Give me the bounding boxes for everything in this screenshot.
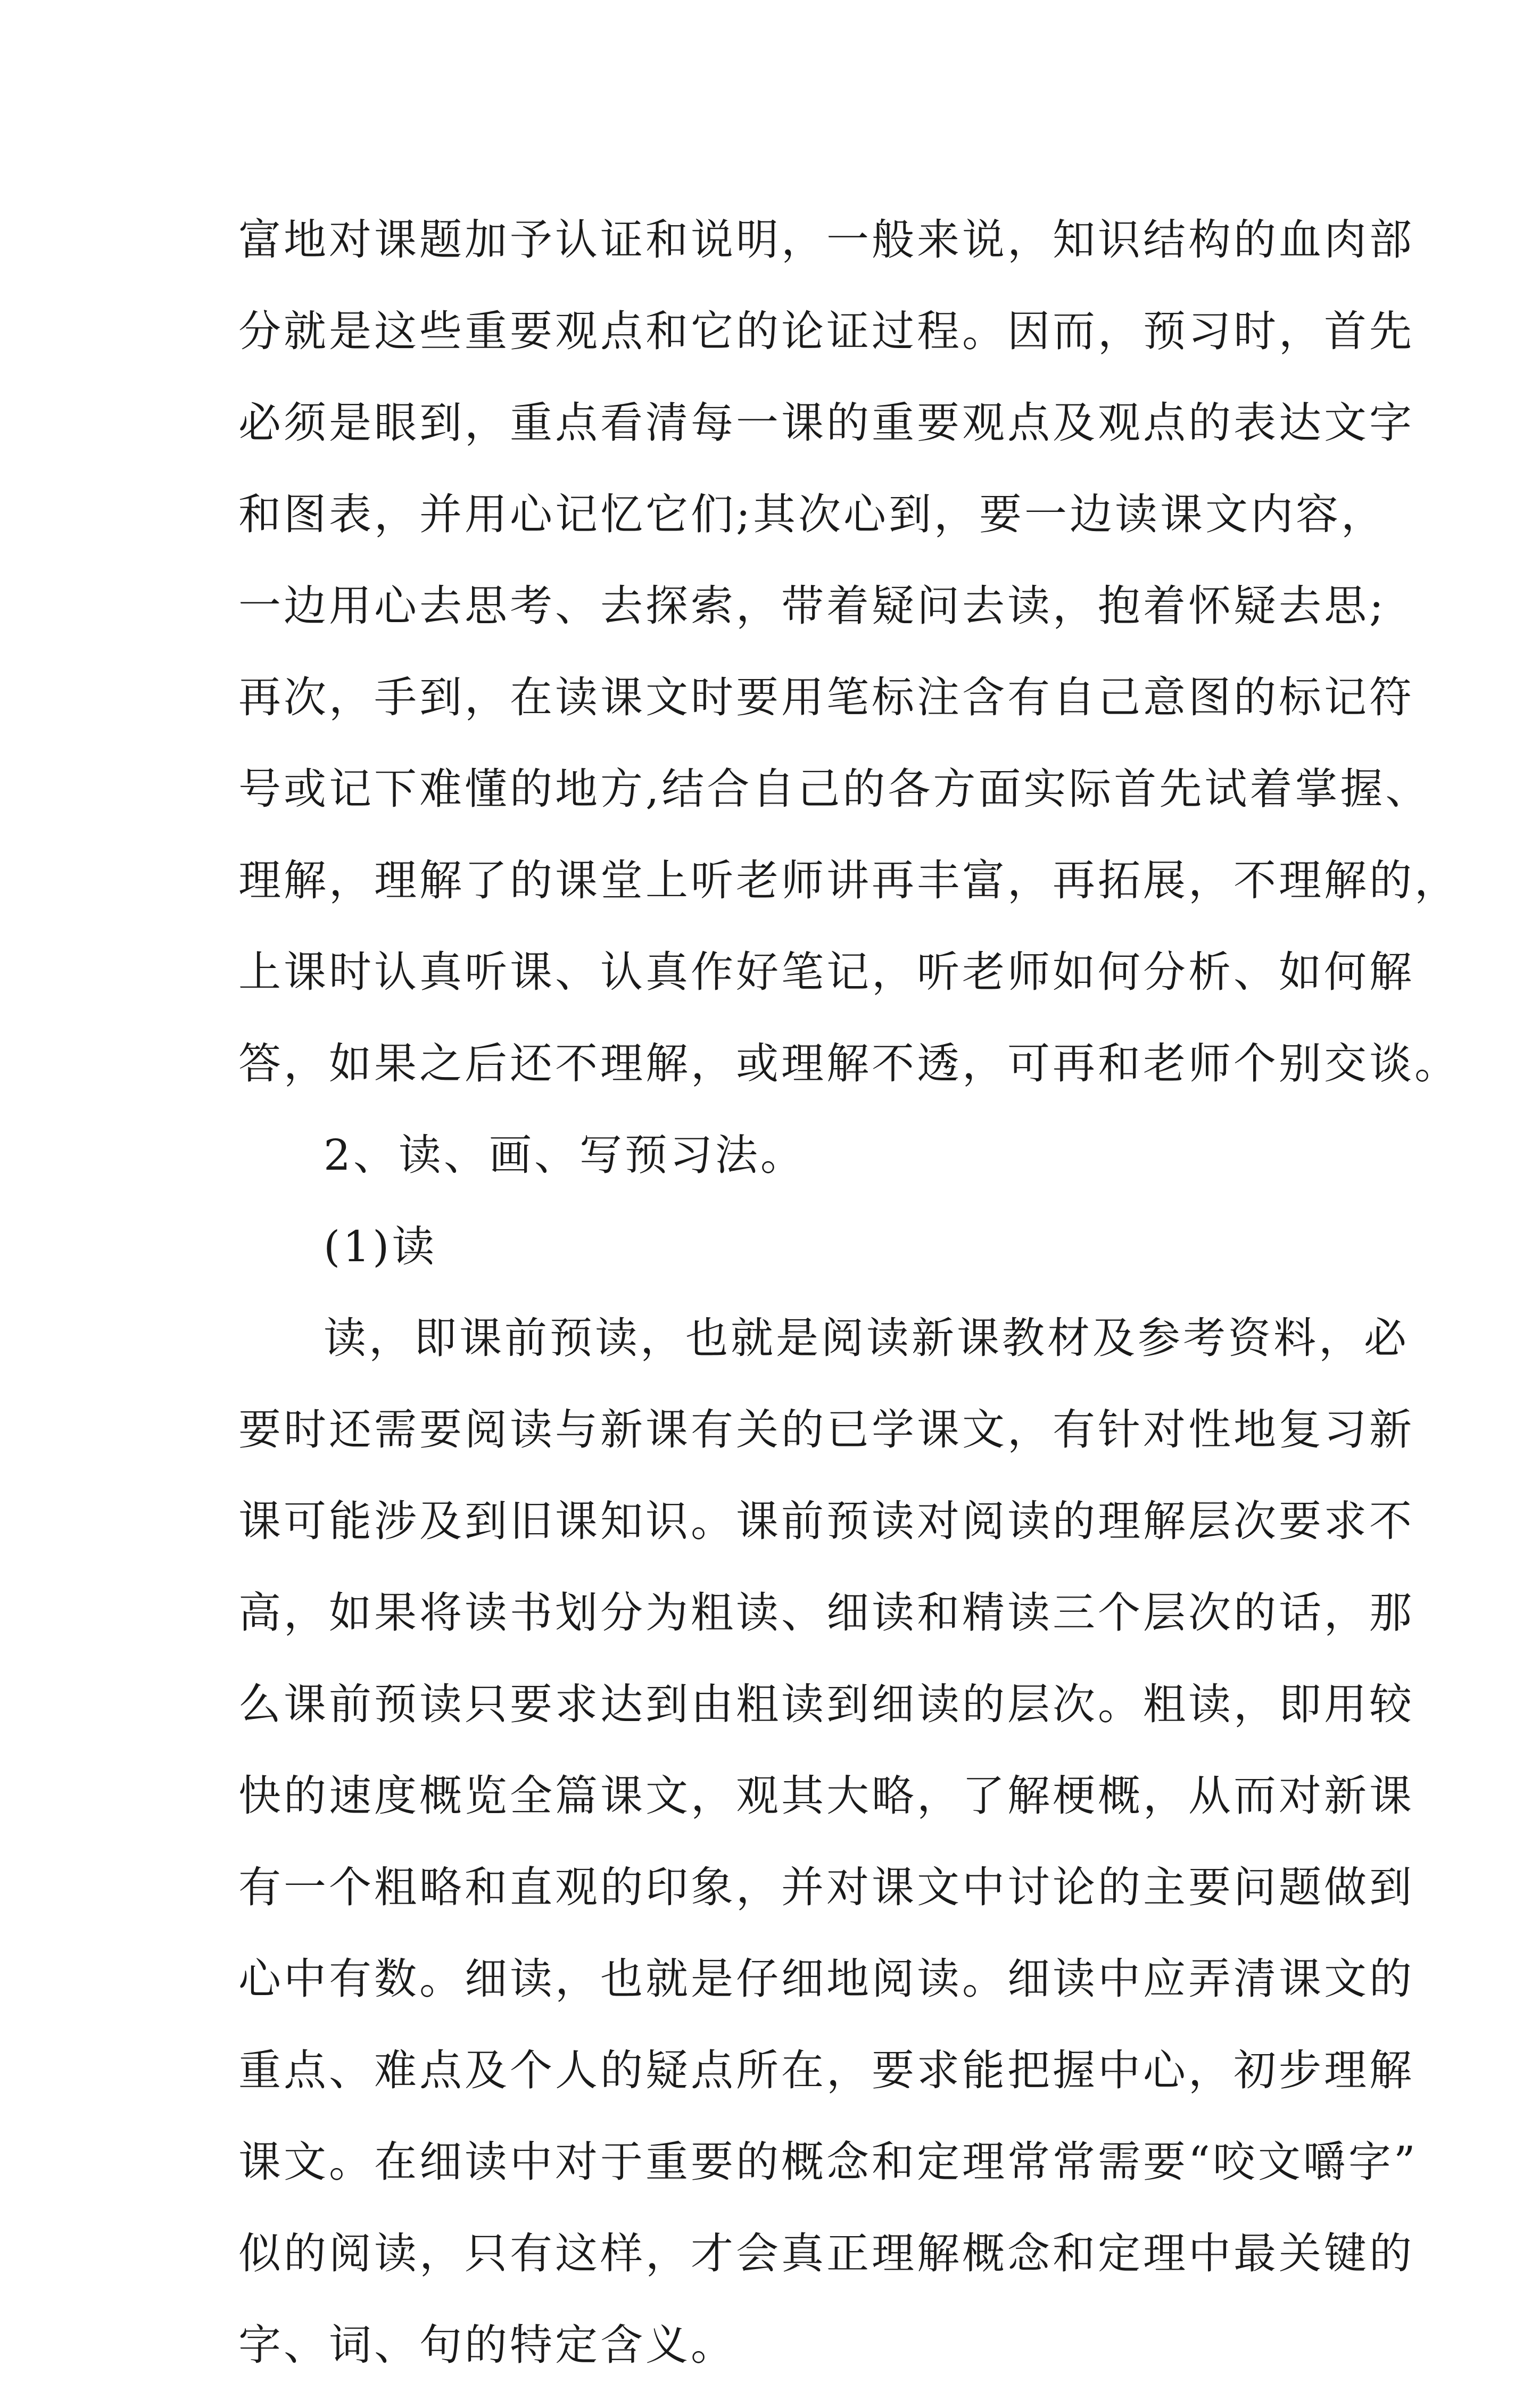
text-line: 高，如果将读书划分为粗读、细读和精读三个层次的话，那 — [238, 1588, 1414, 1637]
section-heading — [238, 1110, 1319, 1201]
text-line: 和图表，并用心记忆它们;其次心到，要一边读课文内容， — [238, 490, 1386, 539]
subsection-heading — [238, 1201, 1319, 1293]
text-line: 上课时认真听课、认真作好笔记，听老师如何分析、如何解 — [238, 947, 1414, 997]
text-line: 字、词、句的特定含义。 — [238, 2320, 736, 2370]
document-body — [238, 194, 1460, 2391]
text-line: 么课前预读只要求达到由粗读到细读的层次。粗读，即用较 — [238, 1680, 1414, 1729]
text-line: 要时还需要阅读与新课有关的已学课文，有针对性地复习新 — [238, 1405, 1414, 1454]
text-line: 必须是眼到，重点看清每一课的重要观点及观点的表达文字 — [238, 398, 1414, 448]
text-line: 富地对课题加予认证和说明，一般来说，知识结构的血肉部 — [238, 215, 1414, 264]
text-line: 号或记下难懂的地方,结合自己的各方面实际首先试着掌握、 — [238, 764, 1431, 814]
text-line: 似的阅读，只有这样，才会真正理解概念和定理中最关键的 — [238, 2229, 1414, 2278]
text-line: 心中有数。细读，也就是仔细地阅读。细读中应弄清课文的 — [238, 1954, 1414, 2004]
subheading-line: (1)读 — [324, 1222, 437, 1271]
paragraph-continuation — [238, 194, 1460, 1110]
text-line: 课文。在细读中对于重要的概念和定理常常需要“咬文嚼字” — [238, 2137, 1418, 2187]
text-line: 分就是这些重要观点和它的论证过程。因而，预习时，首先 — [238, 307, 1414, 356]
paragraph-body — [238, 1293, 1418, 2391]
text-line: 答，如果之后还不理解，或理解不透，可再和老师个别交谈。 — [238, 1039, 1460, 1088]
heading-line: 2、读、画、写预习法。 — [324, 1130, 806, 1180]
text-line: 再次，手到，在读课文时要用笔标注含有自己意图的标记符 — [238, 673, 1414, 722]
text-line: 课可能涉及到旧课知识。课前预读对阅读的理解层次要求不 — [238, 1496, 1414, 1546]
text-line: 理解，理解了的课堂上听老师讲再丰富，再拓展，不理解的， — [238, 856, 1460, 905]
text-line: 有一个粗略和直观的印象，并对课文中讨论的主要问题做到 — [238, 1863, 1414, 1912]
text-line: 快的速度概览全篇课文，观其大略，了解梗概，从而对新课 — [238, 1771, 1414, 1821]
text-line: 读，即课前预读，也就是阅读新课教材及参考资料，必 — [324, 1313, 1409, 1363]
text-line: 一边用心去思考、去探索，带着疑问去读，抱着怀疑去思; — [238, 581, 1386, 631]
text-line: 重点、难点及个人的疑点所在，要求能把握中心，初步理解 — [238, 2046, 1414, 2095]
